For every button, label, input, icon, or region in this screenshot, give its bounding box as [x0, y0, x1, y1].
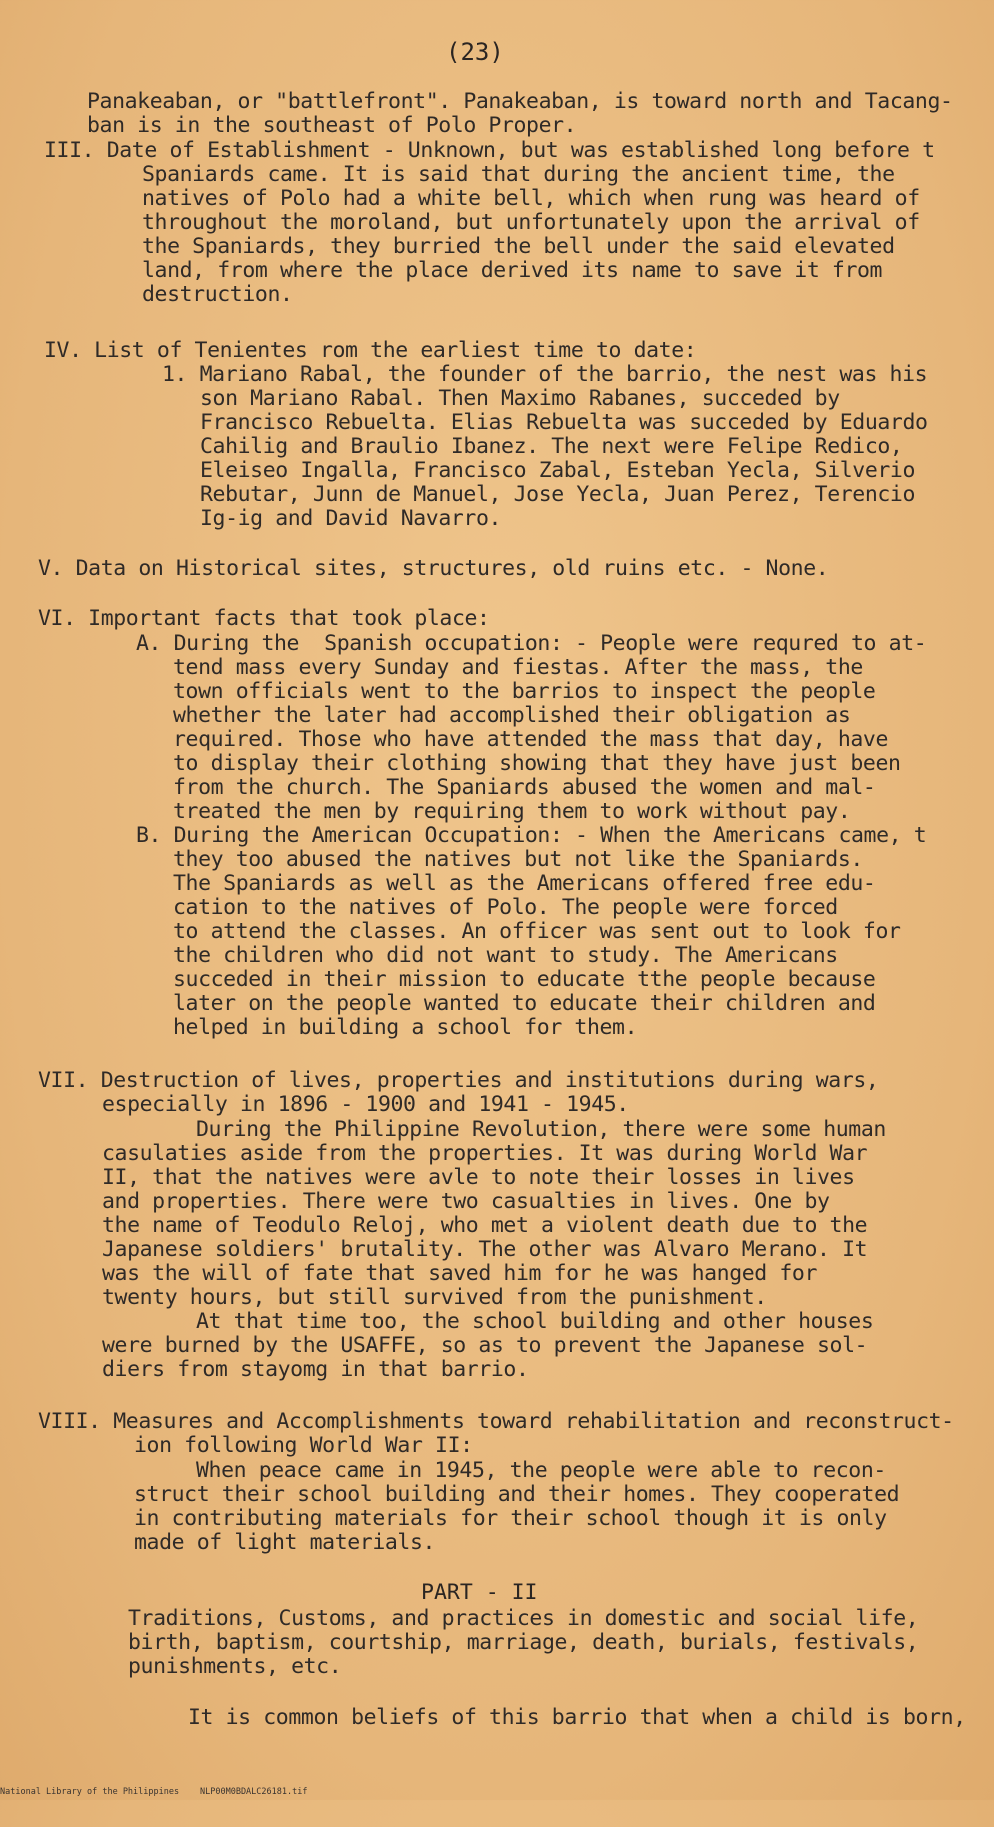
text-line: from the church. The Spaniards abused the women and mal-	[173, 775, 876, 800]
footer-library: National Library of the Philippines	[0, 1787, 180, 1797]
text-line: B. During the American Occupation: - When the Americans came, t	[136, 823, 927, 848]
text-line: Eleiseo Ingalla, Francisco Zabal, Esteban Yecla, Silverio	[200, 458, 916, 483]
text-line: to display their clothing showing that they have just been	[173, 751, 901, 776]
text-line: IV. List of Tenientes rom the earliest time to date:	[44, 338, 697, 363]
text-line: later on the people wanted to educate their children and	[173, 991, 876, 1016]
text-line: Panakeaban, or "battlefront". Panakeaban, is toward north and Tacang-	[87, 89, 953, 114]
text-line: Traditions, Customs, and practices in domestic and social life,	[128, 1606, 919, 1631]
text-line: destruction.	[142, 282, 293, 307]
text-line: throughout the moroland, but unfortunately upon the arrival of	[142, 210, 920, 235]
text-line: tend mass every Sunday and fiestas. After the mass, the	[173, 655, 863, 680]
text-line: whether the later had accomplished their obligation as	[173, 703, 851, 728]
text-line: The Spaniards as well as the Americans offered free edu-	[173, 871, 876, 896]
text-line: made of light materials.	[134, 1530, 436, 1555]
text-line: Francisco Rebuelta. Elias Rebuelta was succeded by Eduardo	[200, 410, 928, 435]
text-line: II, that the natives were avle to note their losses in lives	[102, 1165, 855, 1190]
text-line: were burned by the USAFFE, so as to prevent the Japanese sol-	[102, 1333, 868, 1358]
text-line: Cahilig and Braulio Ibanez. The next were Felipe Redico,	[200, 434, 903, 459]
text-line: in contributing materials for their school though it is only	[134, 1506, 887, 1531]
text-line: required. Those who have attended the mass that day, have	[173, 727, 889, 752]
scan-footer	[0, 1787, 308, 1827]
text-line: ion following World War II:	[134, 1433, 473, 1458]
text-line: diers from stayomg in that barrio.	[102, 1357, 529, 1382]
text-line: At that time too, the school building and other houses	[196, 1309, 874, 1334]
text-line: cation to the natives of Polo. The people were forced	[173, 895, 838, 920]
text-line: VII. Destruction of lives, properties and institutions during wars,	[38, 1068, 879, 1093]
text-line: son Mariano Rabal. Then Maximo Rabanes, succeded by	[200, 386, 840, 411]
text-line: natives of Polo had a white bell, which when rung was heard of	[142, 186, 920, 211]
part-heading: PART - II	[421, 1580, 538, 1605]
text-line: land, from where the place derived its name to save it from	[142, 258, 883, 283]
text-line: birth, baptism, courtship, marriage, death, burials, festivals,	[128, 1630, 919, 1655]
text-line: the children who did not want to study. The Americans	[173, 943, 838, 968]
text-line: During the Philippine Revolution, there were some human	[196, 1117, 886, 1142]
text-line: Spaniards came. It is said that during the ancient time, the	[142, 162, 895, 187]
text-line: Ig-ig and David Navarro.	[200, 506, 502, 531]
text-line: they too abused the natives but not like the Spaniards.	[173, 847, 863, 872]
text-line: casulaties aside from the properties. It was during World War	[102, 1141, 868, 1166]
text-line: treated the men by requiring them to work without pay.	[173, 799, 851, 824]
text-line: 1. Mariano Rabal, the founder of the barrio, the nest was his	[162, 362, 928, 387]
text-line: succeded in their mission to educate tthe people because	[173, 967, 876, 992]
text-line: VIII. Measures and Accomplishments toward rehabilitation and reconstruct-	[38, 1409, 954, 1434]
text-line: It is common beliefs of this barrio that when a child is born,	[188, 1705, 966, 1730]
text-line: When peace came in 1945, the people were able to recon-	[196, 1458, 886, 1483]
text-line: the name of Teodulo Reloj, who met a violent death due to the	[102, 1213, 868, 1238]
text-line: helped in building a school for them.	[173, 1015, 638, 1040]
text-line: III. Date of Establishment - Unknown, but was established long before t	[44, 138, 935, 163]
text-line: V. Data on Historical sites, structures, old ruins etc. - None.	[38, 556, 829, 581]
text-line: and properties. There were two casualties in lives. One by	[102, 1189, 830, 1214]
text-line: to attend the classes. An officer was sent out to look for	[173, 919, 901, 944]
text-line: town officials went to the barrios to inspect the people	[173, 679, 876, 704]
page-number: (23)	[446, 38, 504, 66]
text-line: A. During the Spanish occupation: - People were requred to at-	[136, 631, 927, 656]
text-line: Rebutar, Junn de Manuel, Jose Yecla, Juan Perez, Terencio	[200, 482, 916, 507]
text-line: VI. Important facts that took place:	[38, 606, 490, 631]
text-line: Japanese soldiers' brutality. The other was Alvaro Merano. It	[102, 1237, 868, 1262]
text-line: ban is in the southeast of Polo Proper.	[87, 113, 577, 138]
text-line: especially in 1896 - 1900 and 1941 - 1945.	[102, 1092, 629, 1117]
text-line: struct their school building and their homes. They cooperated	[134, 1482, 900, 1507]
text-line: was the will of fate that saved him for he was hanged for	[102, 1261, 818, 1286]
footer-filename: NLP00M0BDALC26181.tif	[200, 1787, 308, 1797]
text-line: punishments, etc.	[128, 1654, 342, 1679]
text-line: the Spaniards, they burried the bell under the said elevated	[142, 234, 895, 259]
text-line: twenty hours, but still survived from the punishment.	[102, 1285, 767, 1310]
